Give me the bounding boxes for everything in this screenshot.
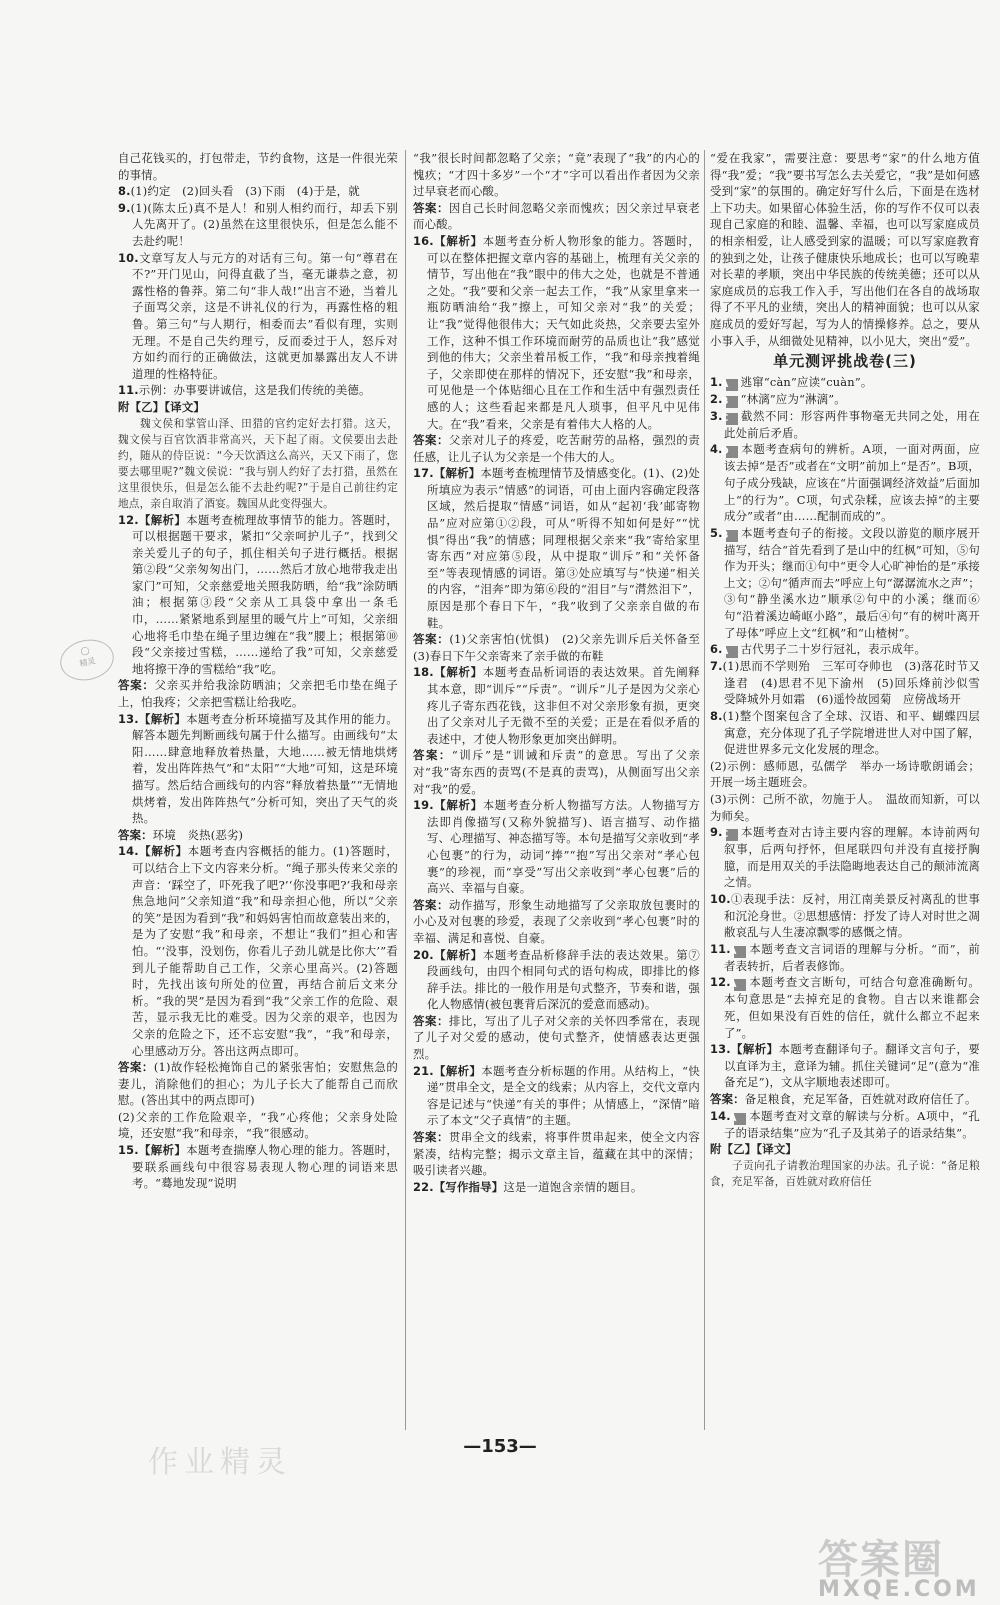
answer-text: ①表现手法：反衬，用江南美景反衬离乱的世事和沉沦身世。②思想感情：抒发了诗人对时世之凋敝哀乱与人生凄凉飘零的感慨之情。: [724, 891, 980, 940]
answer-text: “林漓”应为“淋漓”。: [740, 391, 846, 406]
answer-text: 截然不同：形容两件事物毫无共同之处，用在此处前后矛盾。: [724, 408, 980, 440]
stamp-logo: ◯ 精灵: [56, 635, 117, 685]
answer-paragraph: [413, 432, 700, 465]
answer-label: 答案：: [413, 632, 450, 647]
answer-label: 答案：: [710, 1091, 745, 1106]
answer-text: 本题考查对古诗主要内容的理解。本诗前两句叙事，后两句抒怀，但尾联四句并没有直接抒胸臆，而是用双关的手法隐晦地表达自己的颠沛流离之情。: [724, 825, 980, 890]
answer-label: 答案：: [413, 200, 449, 215]
answer-choice-badge: B: [726, 530, 738, 542]
answer-label: 答案：: [413, 897, 449, 912]
answer-text: (1)父亲害怕(忧惧) (2)父亲先训斥后关怀备至 (3)春日下午父亲寄来了亲手做的布鞋: [413, 632, 712, 663]
answer-paragraph: [118, 1059, 398, 1109]
answer-item: [710, 641, 980, 658]
answer-text: 这是一道饱含亲情的题目。: [503, 1179, 643, 1194]
question-number: 10.: [710, 891, 731, 906]
answer-text: 本题考查分析人物形象的能力。答题时，可以在整体把握文章内容的基础上，梳理有关父亲的情节，写出他在“我”眼中的伟大之处，也就是不普通之处。“我”要和父亲一起去工作，“我”从家里拿来一瓶防晒油给“我”擦上，可知父亲对“我”的关爱；让“我”觉得他很伟大；天气如此炎热，父亲要去室外工作，这种不惧工作环境而耐劳的品质也让“我”感觉到他的伟大；父亲坐着吊板工作，“我”和母亲拽着绳子，父亲即使在那样的情况下，还安慰“我”和母亲，可见他是一个体贴细心且在工作和生活中有强烈责任感的人；这些看起来都是凡人琐事，但平凡中见伟大。在“我”看来，父亲是有着伟大人格的人。: [427, 233, 700, 431]
answer-item: [710, 891, 980, 941]
analysis-label: 【解析】: [433, 466, 481, 481]
question-number: 14.: [118, 844, 139, 859]
translation-text: [118, 416, 398, 512]
answer-item: [710, 408, 980, 442]
answer-choice-badge: A: [734, 1113, 746, 1125]
question-number: 18.: [413, 665, 434, 680]
answer-column-left: [118, 150, 398, 1192]
answer-text: 逃窜“càn”应读“cuàn”。: [740, 374, 873, 389]
answer-text: (1)故作轻松掩饰自己的紧张害怕；安慰焦急的妻儿，消除他们的担心；为儿子长大了能帮自己而欣慰。(答出其中的两点即可): [118, 1060, 398, 1108]
answer-item: [710, 658, 992, 708]
answer-text: (2)父亲的工作危险艰辛，“我”心疼他；父亲身处险境，还安慰“我”和母亲，“我”很感动。: [118, 1109, 398, 1141]
question-number: 8.: [710, 709, 723, 724]
answer-text: 魏文侯和掌管山泽、田猎的官约定好去打猎。这天，魏文侯与百官饮酒非常高兴，天下起了雨。文侯要出去赴约，随从的侍臣说：“今天饮酒这么高兴，天又下雨了，您要去哪里呢?”魏文侯说：“我与别人约好了去打猎，虽然在这里很快乐，但是怎么能不去赴约呢?”于是自己前往约定地点，亲自取消了酒宴。魏国从此变得强大。: [118, 417, 398, 510]
answer-choice-badge: A: [734, 979, 746, 991]
answer-text: 本题考查文言断句，可结合句意准确断句。本句意思是“去掉充足的食物。自古以来谁都会死，但如果没有百姓的信任，就什么都立不起来了”。: [724, 975, 980, 1040]
question-number: 7.: [710, 659, 723, 674]
answer-label: 答案：: [413, 433, 449, 448]
question-number: 9.: [118, 200, 131, 215]
answer-item: [118, 512, 398, 678]
answer-choice-badge: A: [726, 379, 738, 391]
answer-text: 本题考查分析人物描写方法。人物描写方法即肖像描写(又称外貌描写)、语言描写、动作描写、心理描写、神态描写等。本句是描写父亲收到“孝心包裹”的行为，动词“捧”“抱”写出父亲对“孝心包裹”的珍视，而“享受”写出父亲收到“孝心包裹”后的高兴、幸福与自豪。: [427, 798, 700, 896]
writing-guide-continuation: [710, 150, 980, 349]
question-number: 6.: [710, 642, 723, 657]
answer-text: 本题考查揣摩人物心理的能力。答题时，要联系画线句中很容易表现人物心理的词语来思考。“蓦地发现”说明: [132, 1143, 398, 1191]
answer-paragraph: [413, 200, 700, 233]
question-number: 9.: [710, 825, 723, 840]
answer-text: 自己花钱买的，打包带走，节约食物，这是一件很光荣的事情。: [118, 151, 398, 182]
answer-paragraph: [710, 758, 980, 791]
footer-watermark: 作业精灵: [148, 1445, 292, 1480]
answer-item: [710, 441, 980, 524]
answer-item: [710, 974, 980, 1041]
answer-label: 答案：: [413, 748, 452, 763]
answer-text: 因自己长时间忽略父亲而愧疚；因父亲过早衰老而心酸。: [413, 200, 700, 232]
unit-test-answers: [710, 374, 992, 1190]
answer-text: 本题考查翻译句子。翻译文言句子，要以直译为主，意译为辅。抓住关键词“足”(意为“准备充足”)，文从字顺地表述即可。: [724, 1042, 980, 1090]
answer-item: [413, 1179, 700, 1196]
answer-item: [710, 374, 980, 391]
site-watermark-logo: 答案圈 MXQE.COM: [818, 1537, 980, 1602]
question-number: 11.: [710, 941, 731, 956]
answer-paragraph: [710, 150, 980, 349]
answer-item: [710, 391, 980, 408]
answer-text: (1)约定 (2)回头看 (3)下雨 (4)于是，就: [130, 184, 360, 199]
answer-item: [118, 382, 398, 399]
analysis-label: 【写作指导】: [433, 1179, 504, 1194]
question-number: 11.: [118, 383, 139, 398]
analysis-label: 【解析】: [433, 665, 483, 680]
answer-item: [118, 711, 398, 827]
answer-text: 本题考查病句的辨析。A项，一面对两面，应该去掉“是否”或者在“文明”前加上“是否”。B项，句子成分残缺，应该在“片面强调经济效益”后面加上“的行为”。C项，句式杂糅，应该去掉“的主要成分”或者“由……配制而成的”。: [724, 442, 980, 524]
answer-item: [118, 1142, 398, 1192]
answer-item: [413, 1063, 700, 1129]
page-number: —153—: [463, 1436, 537, 1457]
answer-item: [413, 664, 700, 747]
answer-item: [710, 525, 980, 642]
question-number: 4.: [710, 442, 723, 457]
question-number: 17.: [413, 466, 434, 481]
question-number: 22.: [413, 1179, 434, 1194]
question-number: 15.: [118, 1143, 139, 1158]
answer-paragraph: [413, 1013, 700, 1063]
answer-text: 本题考查内容概括的能力。(1)答题时，可以结合上下文内容来分析。“绳子那头传来父亲的声音：‘踩空了，吓死我了吧?’‘你没事吧?’我和母亲焦急地问”父亲知道“我”和母亲担心他，所以“父亲的笑”是因为看到“我”和妈妈害怕而故意装出来的，是为了安慰“我”和母亲，不想让“我们”担心和害怕。“‘没事，没划伤，你看儿子劲儿就是比你大’”看到儿子能帮助自己工作，父亲心里高兴。(2)答题时，先找出该句所处的位置，再结合前后文来分析。“我的哭”是因为看到“我”父亲工作的危险、艰苦，显示我无比的难受。因为父亲的艰辛，也因为父亲的危险之下，还不忘安慰“我”，“我”和母亲，心里感动万分。答出这两点即可。: [132, 844, 398, 1058]
answer-text: 贯串全文的线索，将事件贯串起来，使全文内容紧凑，结构完整；揭示文章主旨，蕴藏在其中的深情；吸引读者兴趣。: [413, 1130, 700, 1178]
answer-choice-badge: A: [734, 946, 746, 958]
answer-choice-badge: D: [726, 446, 738, 458]
answer-paragraph: [710, 791, 980, 824]
question-number: 3.: [710, 408, 723, 423]
answer-text: 备足粮食，充足军备，百姓就对政府信任了。: [744, 1091, 977, 1106]
question-number: 12.: [118, 512, 139, 527]
answer-item: [413, 233, 700, 432]
question-number: 21.: [413, 1063, 434, 1078]
answer-choice-badge: C: [726, 413, 738, 425]
answer-item: [413, 465, 700, 631]
answer-item: [710, 708, 980, 758]
analysis-label: 【解析】: [433, 1063, 482, 1078]
answer-item: [710, 941, 980, 975]
answer-text: 示例：办事要讲诚信，这是我们传统的美德。: [138, 383, 371, 398]
section-title: 单元测评挑战卷(三): [773, 352, 917, 371]
answer-paragraph: [118, 827, 398, 844]
analysis-label: 【解析】: [138, 711, 187, 726]
answer-label: 答案：: [413, 1130, 449, 1145]
answer-text: (2)示例：感师恩，弘儒学 举办一场诗歌朗诵会；开展一场主题班会。: [710, 758, 980, 790]
answer-item: [710, 1041, 980, 1091]
answer-text: 本题考查梳理情节及情感变化。(1)、(2)处所填应为表示“情感”的词语，可由上面内容确定段落区域，然后提取“情感”词语，如从“起初‘我’邮寄物品”应对应第①②段，可从“听得不知如何是好”“忧惧”得出“我”的情感；同理根据父亲来“我”寄给家里寄东西”对应第⑤段，从中提取“训斥”和“关怀备至”等表现情感的词语。第③处应填写与“快递”相关的内容，“泪奔”即为第⑥段的“泪目”与“潸然泪下”，原因是那个春日下午，“我”收到了父亲亲自做的布鞋。: [427, 466, 700, 630]
analysis-label: 【解析】: [433, 233, 483, 248]
question-number: 10.: [118, 250, 139, 265]
question-number: 2.: [710, 391, 723, 406]
answer-paragraph: [118, 677, 398, 710]
answer-paragraph: [413, 1129, 700, 1179]
answer-text: 父亲对儿子的疼爱，吃苦耐劳的品格，强烈的责任感，让儿子认为父亲是一个伟大的人。: [413, 433, 700, 464]
answer-item: [710, 824, 980, 891]
answer-text: (1)思而不学则殆 三军可夺帅也 (3)落花时节又逢君 (4)思君不见下渝州 (5)回乐烽前沙似雪 受降城外月如霜 (6)遥怜故园菊 应傍战场开: [722, 659, 992, 707]
answer-item: [118, 200, 398, 250]
analysis-label: 【解析】: [138, 844, 188, 859]
answer-item: [118, 843, 398, 1059]
answer-text: “爱在我家”，需要注意：要思考“家”的什么地方值得“我”爱；“我”要书写怎么去关爱它，“我”是如何感受到“家”的氛围的。确定好写什么后，下面是在选材上下功夫。如果留心体验生活，你的写作不仅可以表现自己家庭的和睦、温馨、幸福，也可以写家庭成员的相亲相爱，让人感受到家的温暖；可以写家庭教育的独到之处，让孩子健康快乐地成长；也可以写晚辈对长辈的孝顺，突出中华民族的传统美德；还可以从家庭成员的忘我工作入手，写出他们在各自的战场取得了不平凡的业绩，突出人的精神面貌；也可以从家庭成员的爱好写起，写为人的情操修养。总之，要从小事入手，从细微处见精神，以小见大，突出“爱”。: [710, 151, 980, 348]
answer-item: [118, 250, 398, 383]
answer-item: [413, 797, 700, 897]
translation-text: [710, 1158, 980, 1190]
answer-paragraph: [413, 747, 700, 797]
answer-item: [118, 183, 398, 200]
question-number: 19.: [413, 798, 434, 813]
answer-paragraph: [413, 631, 712, 664]
answer-text: (1)整个图案包含了全球、汉语、和平、蝴蝶四层寓意，充分体现了孔子学院增进世人对中国了解，促进世界多元文化发展的理念。: [722, 709, 980, 757]
answer-text: 本题考查文言词语的理解与分析。“而”，前者表转折，后者表修饰。: [724, 941, 980, 973]
answer-label: 答案：: [413, 1013, 449, 1028]
question-number: 12.: [710, 975, 731, 990]
answer-column-middle: [413, 150, 712, 1195]
question-number: 16.: [413, 233, 434, 248]
question-number: 1.: [710, 374, 723, 389]
question-number: 14.: [710, 1108, 731, 1123]
answer-text: (1)(陈太丘)真不是人！和别人相约而行，却丢下别人先离开了。(2)虽然在这里很快乐，但是怎么能不去赴约呢！: [130, 200, 398, 248]
analysis-label: 【解析】: [138, 1143, 187, 1158]
answer-text: 本题考查分析标题的作用。从结构上，“快递”贯串全文，是全文的线索；从内容上，交代文章内容是记述与“快递”有关的事件；从情感上，“深情”暗示了本文“父子真情”的主题。: [427, 1063, 700, 1128]
translation-heading: [118, 399, 398, 416]
answer-paragraph: [413, 897, 700, 947]
answer-item: [710, 1108, 980, 1142]
answer-choice-badge: C: [726, 829, 738, 841]
answer-text: 本题考查品析修辞手法的表达效果。第⑦段画线句，由四个相同句式的语句构成，即排比的修辞手法。排比的一般作用是句式整齐，节奏和谐，强化人物感情(被包裹背后深沉的爱意而感动)。: [427, 947, 700, 1012]
column-divider: [704, 150, 705, 1430]
answer-text: 文章写友人与元方的对话有三句。第一句“尊君在不?”开门见山，问得直截了当，毫无谦恭之意，初露性格的鲁莽。第二句“非人哉!”出言不逊，当着儿子面骂父亲，这是不讲礼仪的行为，再露性格的粗鲁。第三句“与人期行，相委而去”看似有理，实则无理。不是自己失约理亏，反而委过于人，怒斥对方如约而行的正确做法，这就更加暴露出友人不讲道理的性格特征。: [132, 250, 398, 381]
answer-text: “我”很长时间都忽略了父亲；“竟”表现了“我”的内心的愧疚；“才四十多岁”一个“才”字可以看出作者因为父亲过早衰老而心酸。: [413, 151, 700, 199]
answer-text: 本题考查句子的衔接。文段以游览的顺序展开描写，结合“首先看到了是山中的红枫”可知，⑤句作为开头；继而①句中“更令人心旷神怡的是”承接上文；②句“循声而去”呼应上句“潺潺流水之声”；③句“静坐溪水边”顺承②句中的小溪；继而⑥句“沿着溪边崎岖小路”，最后④句“有的树叶离开了母体”呼应上文“红枫”和“山楂树”。: [724, 525, 980, 640]
answer-text: 排比，写出了儿子对父亲的关怀四季常在，表现了儿子对父爱的感动，使句式整齐，使情感表达更强烈。: [413, 1013, 700, 1062]
answer-choice-badge: A: [726, 646, 738, 658]
column-divider: [405, 150, 406, 1430]
answer-text: 本题考查对文章的解读与分析。A项中，“孔子的语录结集”应为“孔子及其弟子的语录结集”。: [724, 1108, 980, 1140]
answer-text: 本题考查品析词语的表达效果。首先阐释其本意，即“训斥”“斥责”。“训斥”儿子是因为父亲心疼儿子寄东西花钱，这非但不对父亲形象有损，更突出了父亲对儿子无微不至的关爱；正是在看似矛盾的表述中，才使人物形象更加突出鲜明。: [427, 665, 700, 746]
answer-choice-badge: B: [726, 396, 738, 408]
answer-text: 古代男子二十岁行冠礼，表示成年。: [740, 642, 927, 657]
analysis-label: 【解析】: [730, 1042, 779, 1057]
question-number: 13.: [118, 711, 139, 726]
answer-text: (3)示例：己所不欲，勿施于人。 温故而知新，可以为师矣。: [710, 792, 980, 823]
question-number: 5.: [710, 525, 723, 540]
answer-label: 答案：: [118, 1060, 154, 1075]
answer-text: 父亲买并给我涂防晒油；父亲把毛巾垫在绳子上，怕我疼；父亲把雪糕让给我吃。: [118, 678, 398, 710]
answer-text: 动作描写，形象生动地描写了父亲取放包裹时的小心及对包裹的珍爱，表现了父亲收到“孝心包裹”时的幸福、满足和喜悦、自豪。: [413, 897, 700, 945]
analysis-label: 【解析】: [433, 798, 483, 813]
answer-text: 附【乙】【译文】: [118, 399, 206, 414]
answer-paragraph: [710, 1091, 980, 1108]
answer-text: 附【乙】【译文】: [710, 1142, 798, 1157]
analysis-label: 【解析】: [433, 947, 483, 962]
answer-text: “训斥”是“训诫和斥责”的意思。写出了父亲对“我”寄东西的责骂(不是真的责骂)，从侧面写出父亲对“我”的爱。: [413, 748, 700, 796]
answer-text: 环境 炎热(恶劣): [152, 827, 244, 842]
answer-paragraph: [118, 150, 398, 183]
question-number: 20.: [413, 947, 434, 962]
answer-column-right: [710, 150, 992, 1190]
answer-label: 答案：: [118, 827, 153, 842]
translation-heading: [710, 1141, 980, 1158]
analysis-label: 【解析】: [138, 512, 187, 527]
question-number: 8.: [118, 184, 131, 199]
answer-text: 子贡向孔子请教治理国家的办法。孔子说：“备足粮食，充足军备，百姓就对政府信任: [710, 1159, 980, 1188]
answer-paragraph: [413, 150, 700, 200]
answer-label: 答案：: [118, 678, 155, 693]
answer-item: [413, 947, 700, 1013]
answer-text: 本题考查梳理故事情节的能力。答题时，可以根据题干要求，紧扣“父亲呵护儿子”，找到父亲关爱儿子的句子，抓住相关句子进行概括。根据第②段“父亲匆匆出门，……然后才放心地带我走出家门”可知，父亲慈爱地关照我防晒，给“我”涂防晒油；根据第③段“父亲从工具袋中拿出一条毛巾，……紧紧地系到屋里的暖气片上”可知，父亲细心地将毛巾垫在绳子里边缠在“我”腰上；根据第⑩段“父亲接过雪糕，……递给了我”可知，父亲慈爱地将擦干净的雪糕给“我”吃。: [132, 512, 398, 676]
question-number: 13.: [710, 1042, 731, 1057]
answer-paragraph: [118, 1109, 398, 1142]
answer-text: 本题考查分析环境描写及其作用的能力。解答本题先判断画线句属于什么描写。由画线句“太阳……肆意地释放着热量，大地……被无情地烘烤着，发出阵阵热气”和“太阳”“大地”可知，这是环境描写。然后结合画线句的内容“释放着热量”“无情地烘烤着，发出阵阵热气”分析可知，突出了天气的炎热。: [132, 711, 398, 826]
